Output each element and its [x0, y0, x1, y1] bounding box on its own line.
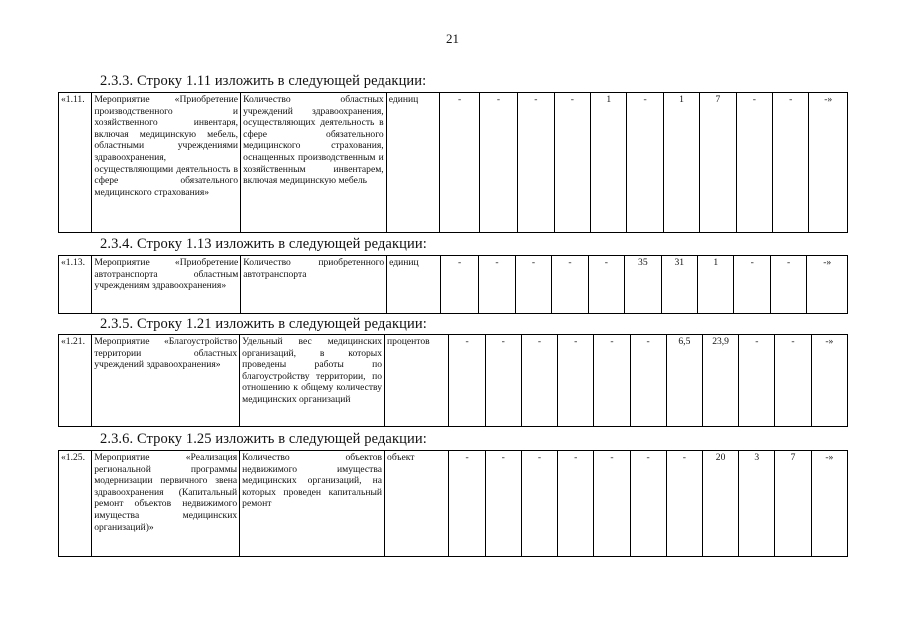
- unit-cell: единиц: [386, 93, 440, 233]
- value-cell: -: [521, 451, 557, 557]
- value-cell: -: [775, 335, 811, 427]
- value-cell: -: [558, 451, 594, 557]
- unit-cell: единиц: [387, 256, 441, 314]
- row-code: «1.25.: [59, 451, 92, 557]
- indicator-cell: Количество областных учреждений здравоохранения, осуществляющих деятельность в сфере обязательного медицинского страхования, оснащенных производственным и хозяйственным инвентарем, включая медицинскую мебель: [241, 93, 387, 233]
- value-cell: -: [518, 93, 554, 233]
- activity-cell: Мероприятие «Реализация региональной программы модернизации первичного звена здравоохранения (Капитальный ремонт объектов недвижимого имущества медицинских организаций)»: [92, 451, 240, 557]
- value-cell: -: [627, 93, 663, 233]
- value-cell: -»: [811, 451, 847, 557]
- value-cell: -: [770, 256, 806, 314]
- value-cell: 23,9: [702, 335, 738, 427]
- value-cell: 7: [775, 451, 811, 557]
- table-row: [59, 93, 848, 233]
- table-row: [59, 451, 848, 557]
- value-cell: -: [773, 93, 809, 233]
- row-code: «1.13.: [59, 256, 92, 314]
- section-heading-1-21: 2.3.5. Строку 1.21 изложить в следующей редакции:: [100, 316, 427, 332]
- value-cell: -: [440, 256, 478, 314]
- value-cell: -: [440, 93, 479, 233]
- value-cell: 1: [591, 93, 627, 233]
- value-cell: -: [449, 335, 485, 427]
- section-heading-1-25: 2.3.6. Строку 1.25 изложить в следующей редакции:: [100, 431, 427, 447]
- value-cell: -: [558, 335, 594, 427]
- value-cell: -: [594, 335, 630, 427]
- value-cell: 7: [700, 93, 736, 233]
- value-cell: -: [449, 451, 485, 557]
- row-code: «1.11.: [59, 93, 92, 233]
- activity-cell: Мероприятие «Приобретение производственного и хозяйственного инвентаря, включая медицинскую мебель, областными учреждениями здравоохранения, осуществляющими деятельность в сфере обязательного медицинского страхования»: [92, 93, 241, 233]
- unit-cell: процентов: [385, 335, 449, 427]
- indicator-cell: Количество приобретенного автотранспорта: [241, 256, 387, 314]
- page-number: 21: [446, 31, 459, 46]
- section-heading-1-13: 2.3.4. Строку 1.13 изложить в следующей редакции:: [100, 236, 427, 252]
- table-row-1-11: [58, 92, 848, 233]
- value-cell: -: [739, 335, 775, 427]
- table-row: [59, 335, 848, 427]
- value-cell: -: [666, 451, 702, 557]
- table-row-1-13: [58, 255, 848, 314]
- value-cell: 1: [698, 256, 734, 314]
- value-cell: 3: [739, 451, 775, 557]
- value-cell: -: [521, 335, 557, 427]
- activity-cell: Мероприятие «Приобретение автотранспорта областным учреждениям здравоохранения»: [92, 256, 241, 314]
- value-cell: -: [554, 93, 590, 233]
- value-cell: -: [479, 93, 517, 233]
- value-cell: -: [630, 451, 666, 557]
- indicator-cell: Удельный вес медицинских организаций, в которых проведены работы по благоустройству территории, по отношению к общему количеству медицинских организаций: [240, 335, 385, 427]
- value-cell: 35: [625, 256, 661, 314]
- value-cell: -: [479, 256, 515, 314]
- value-cell: -: [736, 93, 772, 233]
- value-cell: -: [630, 335, 666, 427]
- value-cell: -: [485, 335, 521, 427]
- value-cell: 20: [702, 451, 738, 557]
- value-cell: -: [552, 256, 588, 314]
- value-cell: -»: [811, 335, 847, 427]
- value-cell: -: [594, 451, 630, 557]
- indicator-cell: Количество объектов недвижимого имущества медицинских организаций, на которых проведен капитальный ремонт: [240, 451, 385, 557]
- table-row-1-21: [58, 334, 848, 427]
- value-cell: 1: [663, 93, 699, 233]
- value-cell: -: [485, 451, 521, 557]
- value-cell: 6,5: [666, 335, 702, 427]
- value-cell: -: [734, 256, 770, 314]
- value-cell: -: [515, 256, 551, 314]
- value-cell: 31: [661, 256, 697, 314]
- section-heading-1-11: 2.3.3. Строку 1.11 изложить в следующей редакции:: [100, 73, 427, 89]
- table-row-1-25: [58, 450, 848, 557]
- unit-cell: объект: [385, 451, 449, 557]
- value-cell: -»: [807, 256, 848, 314]
- value-cell: -»: [809, 93, 848, 233]
- table-row: [59, 256, 848, 314]
- row-code: «1.21.: [59, 335, 92, 427]
- value-cell: -: [588, 256, 624, 314]
- activity-cell: Мероприятие «Благоустройство территории областных учреждений здравоохранения»: [92, 335, 240, 427]
